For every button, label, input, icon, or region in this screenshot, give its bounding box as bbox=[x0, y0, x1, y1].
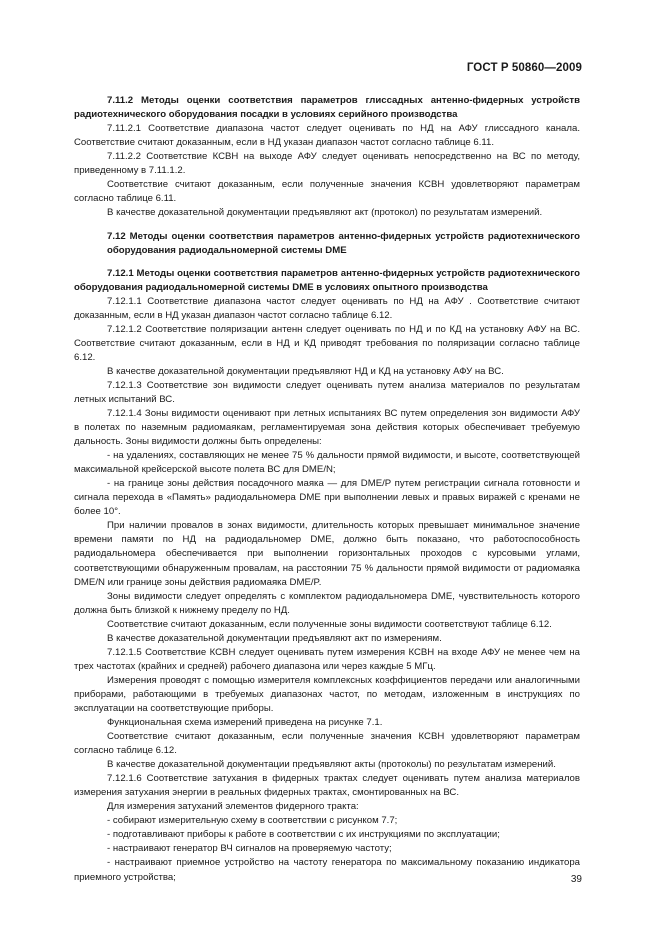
paragraph: 7.11.2.1 Соответствие диапазона частот следует оценивать по НД на АФУ глиссадного канала. Соответствие считают доказанным, если в НД указан диапазон частот согласно таблице 6.11. bbox=[74, 123, 580, 149]
list-item: - настраивают приемное устройство на частоту генератора по максимальному показанию индикатора приемного устройства; bbox=[74, 857, 580, 883]
paragraph: В качестве доказательной документации предъявляют акт (протокол) по результатам измерений. bbox=[107, 207, 543, 219]
section-heading-7-11-2: 7.11.2 Методы оценки соответствия параметров глиссадных антенно-фидерных устройств радиотехнического оборудования посадки в условиях серийного производства bbox=[74, 95, 580, 121]
paragraph: 7.12.1.6 Соответствие затухания в фидерных трактах следует оценивать путем анализа материалов измерения затухания энергии в реальных фидерных трактах, смонтированных на ВС. bbox=[74, 773, 580, 799]
paragraph: Зоны видимости следует определять с комплектом радиодальномера DME, чувствительность которого должна быть близкой к нижнему пределу по НД. bbox=[74, 590, 580, 616]
list-item: - настраивают генератор ВЧ сигналов на проверяемую частоту; bbox=[107, 843, 392, 855]
list-item: - на границе зоны действия посадочного маяка — для DME/P путем регистрации сигнала готовности и сигнала перехода в «Память» радиодальномера DME при выполнении левых и правых виражей с кренами не более 10°. bbox=[74, 478, 580, 518]
paragraph: В качестве доказательной документации предъявляют акт по измерениям. bbox=[107, 632, 442, 644]
paragraph: Соответствие считают доказанным, если полученные значения КСВН удовлетворяют параметрам согласно таблице 6.12. bbox=[74, 731, 580, 757]
document-header: ГОСТ Р 50860—2009 bbox=[466, 62, 582, 74]
paragraph: Измерения проводят с помощью измерителя комплексных коэффициентов передачи или аналогичными приборами, работающими в требуемых диапазонах частот, по методам, изложенным в инструкциях по эксплуатации на соответствующие приборы. bbox=[74, 674, 580, 714]
list-item: - на удалениях, составляющих не менее 75 % дальности прямой видимости, и высоте, соответствующей максимальной крейсерской высоте полета ВС для DME/N; bbox=[74, 450, 580, 476]
paragraph: 7.12.1.4 Зоны видимости оценивают при летных испытаниях ВС путем определения зон видимости АФУ в полетах по наземным радиомаякам, регламентируемая зона действия которых обеспечивает требуемую дальность. Зоны видимости должны быть определены: bbox=[74, 407, 580, 448]
list-item: - собирают измерительную схему в соответствии с рисунком 7.7; bbox=[107, 815, 398, 827]
page-number: 39 bbox=[570, 874, 582, 885]
paragraph: При наличии провалов в зонах видимости, длительность которых превышает минимальное значение времени памяти по НД на радиодальномер DME, должно быть показано, что работоспособность радиодальномера обеспечивается при выполнении горизонтальных проходов с курсовыми углами, соответствующими обнаруженным провалам, на расстоянии 75 % дальности прямой видимости от радиомаяка DME/N или границе зоны действия радиомаяка DME/P. bbox=[74, 520, 580, 588]
paragraph: 7.12.1.1 Соответствие диапазона частот следует оценивать по НД на АФУ . Соответствие считают доказанным, если в НД указан диапазон частот согласно таблице 6.12. bbox=[74, 295, 580, 321]
paragraph: Функциональная схема измерений приведена на рисунке 7.1. bbox=[107, 717, 383, 729]
paragraph: Соответствие считают доказанным, если полученные значения КСВН удовлетворяют параметрам согласно таблице 6.11. bbox=[74, 179, 580, 205]
paragraph: 7.12.1.5 Соответствие КСВН следует оценивать путем измерения КСВН на входе АФУ не менее чем на трех частотах (крайних и средней) рабочего диапазона или через каждые 5 МГц. bbox=[74, 646, 580, 672]
document-body bbox=[74, 88, 580, 885]
section-heading-7-12: 7.12 Методы оценки соответствия параметров антенно-фидерных устройств радиотехнического оборудования радиодальномерной системы DME bbox=[107, 231, 580, 257]
paragraph: 7.12.1.2 Соответствие поляризации антенн следует оценивать по НД и по КД на установку АФУ на ВС. Соответствие считают доказанным, если в НД и КД приводят требования по поляризации согласно таблице 6.12. bbox=[74, 323, 580, 363]
paragraph: Соответствие считают доказанным, если полученные зоны видимости соответствуют таблице 6.12. bbox=[107, 618, 552, 630]
paragraph: В качестве доказательной документации предъявляют НД и КД на установку АФУ на ВС. bbox=[107, 365, 504, 377]
paragraph: 7.12.1.3 Соответствие зон видимости следует оценивать путем анализа материалов по результатам летных испытаний ВС. bbox=[74, 379, 580, 405]
paragraph: Для измерения затуханий элементов фидерного тракта: bbox=[107, 801, 359, 813]
section-heading-7-12-1: 7.12.1 Методы оценки соответствия параметров антенно-фидерных устройств радиотехнического оборудования радиодальномерной системы DME в условиях опытного производства bbox=[74, 267, 580, 293]
paragraph: 7.11.2.2 Соответствие КСВН на выходе АФУ следует оценивать непосредственно на ВС по методу, приведенному в 7.11.1.2. bbox=[74, 151, 580, 177]
list-item: - подготавливают приборы к работе в соответствии с их инструкциями по эксплуатации; bbox=[107, 829, 500, 841]
paragraph: В качестве доказательной документации предъявляют акты (протоколы) по результатам измерений. bbox=[107, 759, 556, 771]
